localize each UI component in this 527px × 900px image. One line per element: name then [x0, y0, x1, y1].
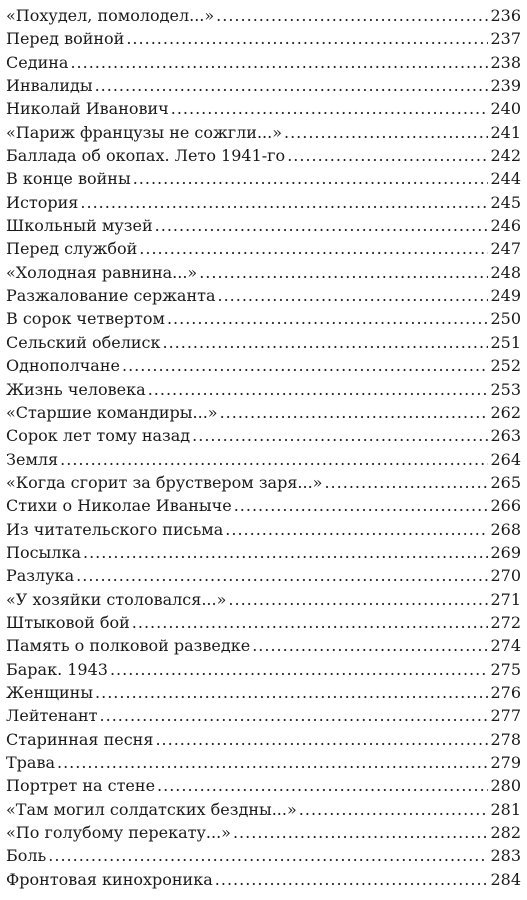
toc-entry: [6, 27, 521, 50]
toc-entry-title: Посылка: [6, 542, 81, 562]
toc-entry: [6, 634, 521, 657]
toc-entry: [6, 144, 521, 167]
dot-leader: [215, 868, 489, 891]
toc-entry-title: Перед войной: [6, 29, 125, 49]
toc-entry-page-number: 282: [490, 823, 521, 843]
toc-entry-page-number: 281: [490, 799, 521, 819]
toc-entry-page-number: 278: [490, 729, 521, 749]
toc-entry-title: Седина: [6, 52, 69, 72]
toc-entry-title: Фронтовая кинохроника: [6, 869, 213, 889]
dot-leader: [192, 424, 488, 447]
toc-entry-title: Жизнь человека: [6, 379, 146, 399]
toc-entry-title: Сорок лет тому назад: [6, 426, 191, 446]
toc-entry-page-number: 251: [490, 332, 521, 352]
toc-entry-page-number: 283: [490, 846, 521, 866]
toc-entry-title: В сорок четвертом: [6, 309, 165, 329]
toc-entry: [6, 658, 521, 681]
toc-entry-page-number: 266: [490, 496, 521, 516]
dot-leader: [218, 284, 489, 307]
toc-entry: [6, 588, 521, 611]
dot-leader: [83, 541, 488, 564]
toc-entry-title: Однополчане: [6, 356, 120, 376]
toc-entry: [6, 774, 521, 797]
dot-leader: [60, 448, 488, 471]
toc-entry-page-number: 275: [490, 659, 521, 679]
toc-entry-title: Стихи о Николае Иваныче: [6, 496, 232, 516]
toc-entry-page-number: 265: [490, 472, 521, 492]
toc-entry-title: Память о полковой разведке: [6, 636, 251, 656]
toc-entry-title: В конце войны: [6, 169, 131, 189]
toc-entry: [6, 448, 521, 471]
toc-entry-page-number: 274: [490, 636, 521, 656]
dot-leader: [122, 354, 488, 377]
toc-entry-title: «Париж французы не сожгли...»: [6, 122, 282, 142]
dot-leader: [228, 588, 488, 611]
toc-entry: [6, 191, 521, 214]
toc-entry-title: «По голубому перекату...»: [6, 823, 231, 843]
toc-entry-page-number: 241: [490, 122, 521, 142]
dot-leader: [133, 167, 489, 190]
toc-entry-title: «Когда сгорит за бруствером заря...»: [6, 472, 323, 492]
toc-entry-page-number: 242: [490, 146, 521, 166]
dot-leader: [287, 144, 488, 167]
toc-entry-title: Боль: [6, 846, 47, 866]
toc-entry-title: «У хозяйки столовался...»: [6, 589, 227, 609]
dot-leader: [70, 51, 488, 74]
toc-entry-page-number: 253: [490, 379, 521, 399]
toc-entry-page-number: 270: [490, 566, 521, 586]
toc-entry-page-number: 271: [490, 589, 521, 609]
toc-entry-title: «Старшие командиры...»: [6, 402, 218, 422]
toc-entry: [6, 798, 521, 821]
toc-entry-title: Старинная песня: [6, 729, 154, 749]
dot-leader: [324, 471, 488, 494]
toc-entry-title: История: [6, 192, 79, 212]
toc-entry-title: Николай Иванович: [6, 99, 169, 119]
toc-entry: [6, 214, 521, 237]
toc-entry: [6, 307, 521, 330]
dot-leader: [126, 27, 488, 50]
toc-entry: [6, 844, 521, 867]
dot-leader: [132, 611, 489, 634]
toc-entry: [6, 331, 521, 354]
toc-entry-title: «Холодная равнина...»: [6, 262, 198, 282]
toc-entry-title: Разжалование сержанта: [6, 286, 216, 306]
toc-entry-page-number: 237: [490, 29, 521, 49]
toc-entry-page-number: 279: [490, 753, 521, 772]
toc-entry-page-number: 249: [490, 286, 521, 306]
dot-leader: [95, 681, 488, 704]
toc-entry-page-number: 247: [490, 239, 521, 259]
toc-entry-page-number: 248: [490, 262, 521, 282]
dot-leader: [95, 74, 489, 97]
dot-leader: [284, 121, 488, 144]
dot-leader: [139, 237, 488, 260]
dot-leader: [155, 728, 488, 751]
dot-leader: [100, 704, 489, 727]
toc-entry-page-number: 269: [490, 542, 521, 562]
toc-entry: [6, 261, 521, 284]
toc-entry: [6, 284, 521, 307]
toc-entry: [6, 51, 521, 74]
toc-entry-title: Трава: [6, 753, 55, 772]
dot-leader: [162, 331, 488, 354]
toc-entry-title: Инвалиды: [6, 76, 93, 96]
toc-entry: [6, 378, 521, 401]
toc-entry-title: «Там могил солдатских бездны...»: [6, 799, 297, 819]
toc-entry: [6, 4, 521, 27]
toc-entry-title: Школьный музей: [6, 216, 153, 236]
toc-entry: [6, 471, 521, 494]
toc-entry: [6, 868, 521, 891]
toc-entry-title: Лейтенант: [6, 706, 98, 726]
dot-leader: [220, 401, 489, 424]
toc-entry: [6, 494, 521, 517]
dot-leader: [252, 634, 488, 657]
toc-entry-page-number: 236: [490, 6, 521, 25]
toc-entry: [6, 121, 521, 144]
toc-entry-page-number: 238: [490, 52, 521, 72]
toc-entry-title: Портрет на стене: [6, 776, 156, 796]
toc-entry-page-number: 268: [490, 519, 521, 539]
toc-entry-page-number: 240: [490, 99, 521, 119]
toc-entry: [6, 167, 521, 190]
toc-entry-title: Земля: [6, 449, 59, 469]
toc-entry-page-number: 272: [490, 612, 521, 632]
dot-leader: [171, 97, 489, 120]
dot-leader: [57, 751, 488, 774]
toc-entry-title: «Похудел, помолодел...»: [6, 6, 215, 25]
toc-entry-page-number: 250: [490, 309, 521, 329]
toc-entry-title: Перед службой: [6, 239, 138, 259]
toc-entry: [6, 541, 521, 564]
table-of-contents-page: [6, 4, 521, 891]
dot-leader: [148, 378, 489, 401]
toc-entry-title: Из читательского письма: [6, 519, 224, 539]
dot-leader: [199, 261, 488, 284]
toc-entry: [6, 704, 521, 727]
toc-entry: [6, 401, 521, 424]
toc-entry: [6, 518, 521, 541]
dot-leader: [216, 4, 488, 27]
toc-entry-title: Разлука: [6, 566, 75, 586]
dot-leader: [76, 564, 488, 587]
toc-entry: [6, 728, 521, 751]
toc-entry-title: Баллада об окопах. Лето 1941-го: [6, 146, 286, 166]
toc-entry-title: Штыковой бой: [6, 612, 130, 632]
toc-list: [6, 4, 521, 891]
toc-entry-page-number: 263: [490, 426, 521, 446]
toc-entry-page-number: 277: [490, 706, 521, 726]
toc-entry-page-number: 280: [490, 776, 521, 796]
toc-entry-page-number: 284: [490, 869, 521, 889]
toc-entry-page-number: 245: [490, 192, 521, 212]
toc-entry-title: Барак. 1943: [6, 659, 108, 679]
toc-entry: [6, 751, 521, 774]
dot-leader: [48, 844, 488, 867]
toc-entry: [6, 821, 521, 844]
dot-leader: [167, 307, 489, 330]
toc-entry-page-number: 246: [490, 216, 521, 236]
toc-entry: [6, 354, 521, 377]
toc-entry: [6, 611, 521, 634]
toc-entry-page-number: 262: [490, 402, 521, 422]
toc-entry-title: Женщины: [6, 682, 94, 702]
dot-leader: [157, 774, 488, 797]
toc-entry-page-number: 252: [490, 356, 521, 376]
dot-leader: [234, 494, 489, 517]
toc-entry-page-number: 244: [490, 169, 521, 189]
toc-entry: [6, 681, 521, 704]
toc-entry-page-number: 264: [490, 449, 521, 469]
dot-leader: [299, 798, 489, 821]
toc-entry-page-number: 276: [490, 682, 521, 702]
toc-entry: [6, 424, 521, 447]
dot-leader: [155, 214, 489, 237]
toc-entry: [6, 97, 521, 120]
dot-leader: [225, 518, 488, 541]
dot-leader: [110, 658, 488, 681]
toc-entry: [6, 74, 521, 97]
dot-leader: [233, 821, 488, 844]
toc-entry: [6, 564, 521, 587]
dot-leader: [80, 191, 488, 214]
toc-entry: [6, 237, 521, 260]
toc-entry-title: Сельский обелиск: [6, 332, 161, 352]
toc-entry-page-number: 239: [490, 76, 521, 96]
